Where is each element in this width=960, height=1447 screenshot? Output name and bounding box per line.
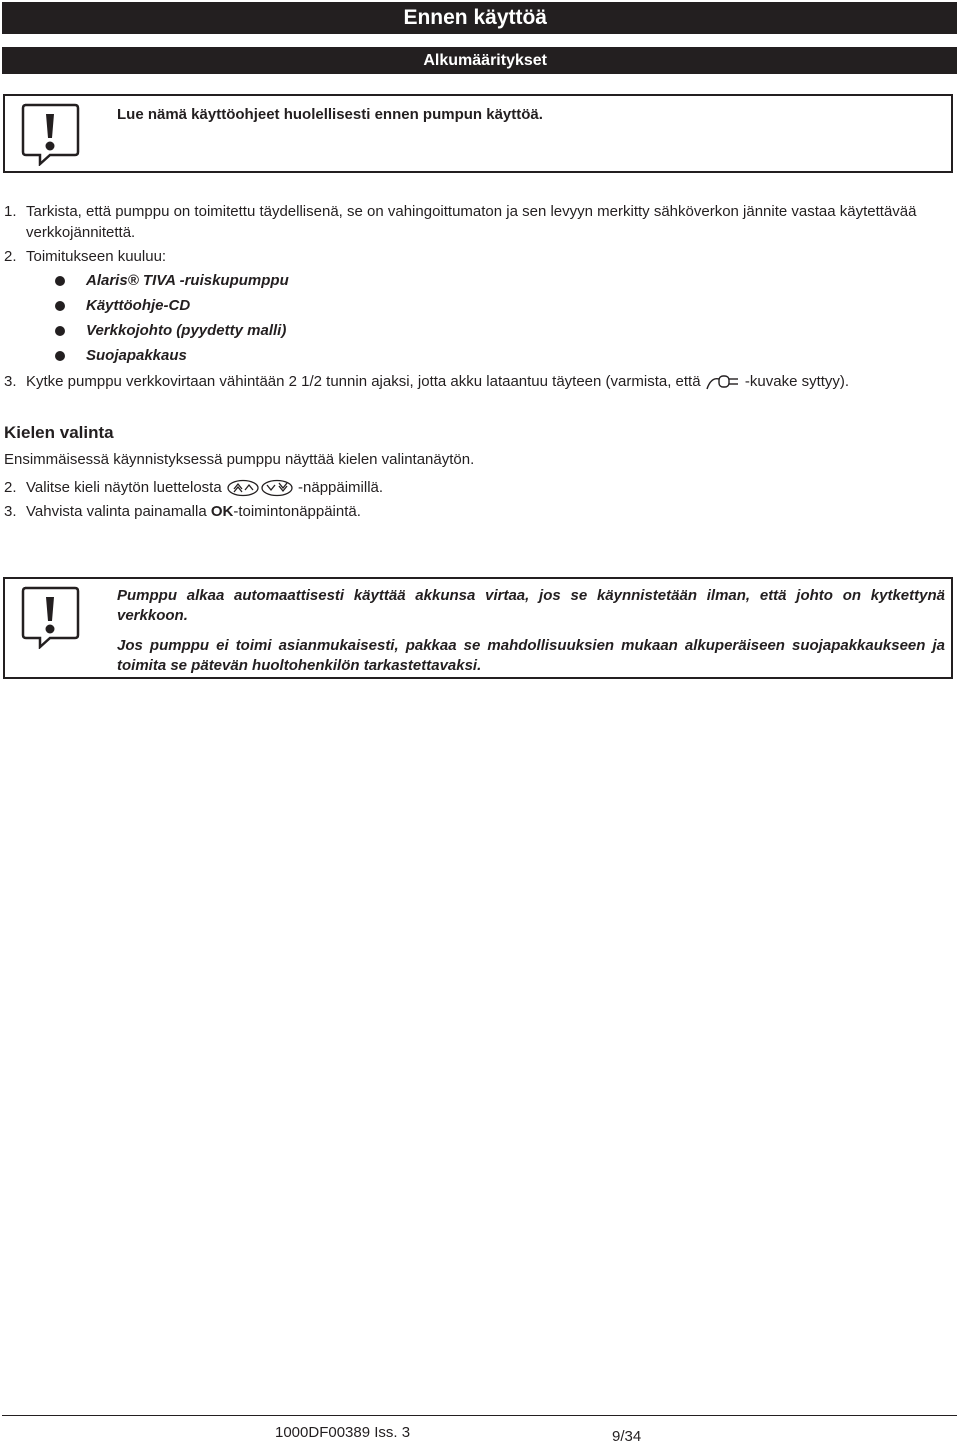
ac-power-plug-icon — [705, 373, 741, 391]
step-text-before-icon: Kytke pumppu verkkovirtaan vähintään 2 1/2 tunnin ajaksi, jotta akku lataantuu täyteen (varmista, että — [26, 373, 701, 390]
bullet-icon — [55, 276, 65, 286]
step-text-before-icon: Valitse kieli näytön luettelosta — [26, 479, 222, 496]
page-number: 9/34 — [612, 1428, 642, 1445]
list-item: Suojapakkaus — [86, 347, 187, 364]
step-number: 3. — [4, 373, 17, 390]
bullet-icon — [55, 326, 65, 336]
warning-text: Lue nämä käyttöohjeet huolellisesti ennen pumpun käyttöä. — [117, 106, 543, 123]
subsection-title-bar — [2, 47, 957, 74]
bullet-icon — [55, 301, 65, 311]
step-number: 1. — [4, 203, 17, 220]
step-text — [26, 478, 383, 498]
up-down-arrow-keys-icon — [226, 479, 294, 497]
list-item: Verkkojohto (pyydetty malli) — [86, 322, 287, 339]
step-text-after-icon: -näppäimillä. — [298, 479, 384, 496]
step-text-before-key: Vahvista valinta painamalla — [26, 503, 211, 520]
warning-exclamation-icon — [20, 102, 80, 166]
warning-exclamation-icon — [20, 585, 80, 649]
warning-paragraph: Jos pumppu ei toimi asianmukaisesti, pakkaa se mahdollisuuksien mukaan alkuperäiseen suojapakkaukseen ja toimita se pätevän huoltohenkilön tarkastettavaksi. — [117, 637, 945, 674]
step-number: 3. — [4, 503, 17, 520]
subsection-title: Alkumääritykset — [423, 52, 547, 69]
step-text — [26, 502, 361, 522]
language-heading: Kielen valinta — [4, 423, 114, 442]
warning-notice-box — [3, 577, 953, 679]
step-number: 2. — [4, 479, 17, 496]
step-number: 2. — [4, 248, 17, 265]
document-id: 1000DF00389 Iss. 3 — [275, 1424, 411, 1441]
step-text-continued: verkkojännitettä. — [26, 224, 136, 241]
language-intro: Ensimmäisessä käynnistyksessä pumppu näyttää kielen valintanäytön. — [4, 451, 475, 468]
step-text — [26, 372, 849, 392]
section-title-bar — [2, 2, 957, 34]
list-item: Alaris® TIVA -ruiskupumppu — [86, 272, 289, 289]
step-text: Tarkista, että pumppu on toimitettu täydellisenä, se on vahingoittumaton ja sen levyyn merkitty sähköverkon jännite vastaa käytettävää — [26, 203, 917, 220]
ok-key-label: OK — [210, 503, 234, 520]
section-title: Ennen käyttöä — [403, 6, 547, 29]
warning-paragraph: Pumppu alkaa automaattisesti käyttää akkunsa virtaa, jos se käynnistetään ilman, että johto on kytkettynä verkkoon. — [117, 587, 945, 624]
step-text-after-key: -toimintonäppäintä. — [233, 503, 361, 520]
step-text: Toimitukseen kuuluu: — [26, 248, 167, 265]
bullet-icon — [55, 351, 65, 361]
list-item: Käyttöohje-CD — [86, 297, 191, 314]
footer-divider — [2, 1415, 957, 1416]
warning-notice-box — [3, 94, 953, 173]
step-text-after-icon: -kuvake syttyy). — [744, 373, 850, 390]
